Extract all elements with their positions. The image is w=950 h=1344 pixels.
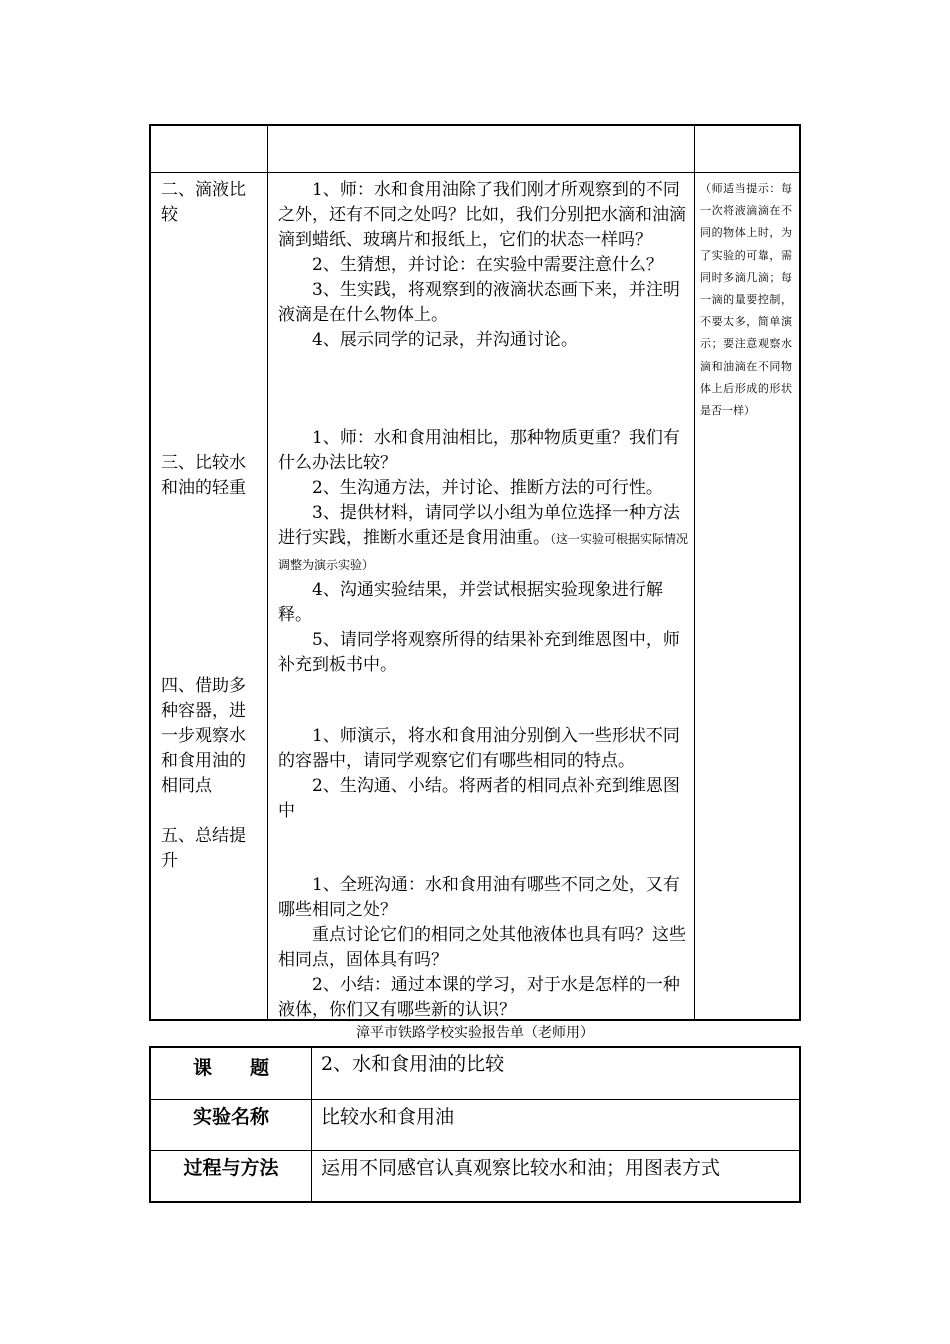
process-step: 1、师：水和食用油除了我们刚才所观察到的不同之外，还有不同之处吗？比如，我们分别把水滴和油滴滴到蜡纸、玻璃片和报纸上，它们的状态一样吗？: [278, 180, 686, 250]
process-step-text: 3、提供材料，请同学以小组为单位选择一种方法进行实践，推断水重还是食用油重。: [278, 503, 680, 548]
report-label-process-method: 过程与方法: [183, 1157, 279, 1179]
process-step: 1、师演示，将水和食用油分别倒入一些形状不同的容器中，请同学观察它们有哪些相同的特点。: [278, 726, 680, 771]
column-divider: [311, 1048, 312, 1201]
experiment-report-table: [149, 1046, 801, 1203]
column-divider: [267, 126, 268, 1019]
process-drop-compare: [278, 178, 688, 353]
process-step: 2、小结：通过本课的学习，对于水是怎样的一种液体，你们又有哪些新的认识？: [278, 975, 680, 1020]
process-step: 2、生猜想，并讨论：在实验中需要注意什么？: [312, 255, 663, 275]
process-step: 2、生沟通方法，并讨论、推断方法的可行性。: [312, 478, 663, 498]
report-label-experiment-name: 实验名称: [192, 1106, 269, 1128]
process-step: 重点讨论它们的相同之处其他液体也具有吗？这些相同点，固体具有吗？: [278, 925, 686, 970]
report-value-topic: 2、水和食用油的比较: [321, 1053, 505, 1075]
process-containers: [278, 724, 688, 824]
process-step: 4、沟通实验结果，并尝试根据实验现象进行解释。: [278, 580, 663, 625]
report-value-process-method: 运用不同感官认真观察比较水和油；用图表方式: [321, 1157, 721, 1179]
report-caption: 漳平市铁路学校实验报告单（老师用）: [356, 1025, 594, 1041]
process-step: [278, 501, 688, 578]
process-summary: [278, 873, 688, 1023]
process-step: 3、生实践，将观察到的液滴状态画下来，并注明液滴是在什么物体上。: [278, 280, 680, 325]
section-title-containers: 四、借助多种容器，进一步观察水和食用油的相同点: [161, 676, 246, 796]
process-step-note: （这一实验可根据实际情况调整为演示实验）: [278, 532, 689, 572]
row-divider: [151, 172, 799, 173]
process-step: 5、请同学将观察所得的结果补充到维恩图中，师补充到板书中。: [278, 630, 680, 675]
section-title-weight-compare: 三、比较水和油的轻重: [161, 453, 246, 498]
row-divider: [151, 1150, 799, 1151]
row-divider: [151, 1099, 799, 1100]
process-weight-compare: [278, 426, 688, 678]
report-label-topic: 课 题: [192, 1057, 269, 1079]
process-step: 4、展示同学的记录，并沟通讨论。: [312, 330, 578, 350]
process-step: 2、生沟通、小结。将两者的相同点补充到维恩图中: [278, 776, 680, 821]
teacher-note: （师适当提示：每一次将液滴滴在不同的物体上时，为了实验的可靠，需同时多滴几滴；每一滴的量要控制，不要太多，简单演示；要注意观察水滴和油滴在不同物体上后形成的形状是否一样）: [700, 182, 792, 418]
column-divider: [694, 126, 695, 1019]
section-title-drop-compare: 二、滴液比较: [161, 180, 246, 225]
report-value-experiment-name: 比较水和食用油: [321, 1106, 455, 1128]
process-step: 1、师：水和食用油相比，那种物质更重？我们有什么办法比较？: [278, 428, 680, 473]
process-step: 1、全班沟通：水和食用油有哪些不同之处，又有哪些相同之处？: [278, 875, 680, 920]
lesson-plan-table: [149, 124, 801, 1021]
section-title-summary: 五、总结提升: [161, 826, 246, 871]
